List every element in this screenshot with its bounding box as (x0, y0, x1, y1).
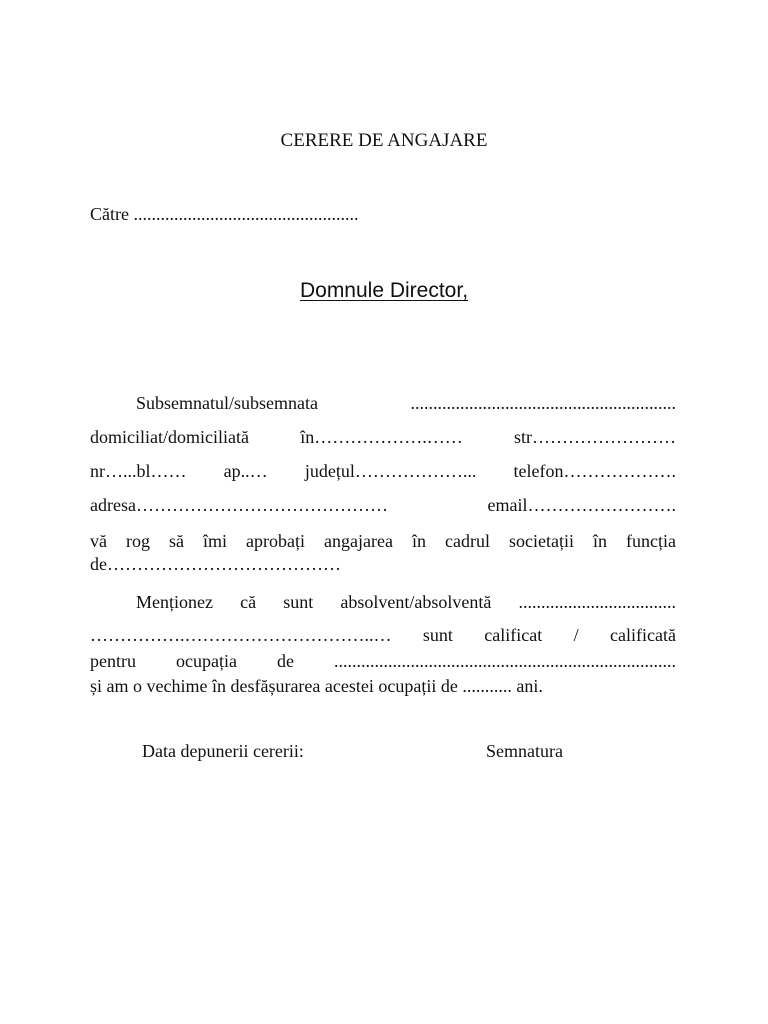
salutation (0, 278, 768, 304)
signature-label: Semnatura (486, 741, 563, 761)
name-line: Subsemnatul/subsemnata ........................................................... (136, 393, 676, 413)
address-details-line: nr…...bl…… ap..… județul………………... telefon………………. (90, 461, 676, 481)
position-line: de………………………………… (90, 554, 341, 574)
occupation-line: pentru ocupația de ............................................................................ (90, 651, 676, 671)
document-title: CERERE DE ANGAJARE (280, 130, 488, 151)
residence-line: domiciliat/domiciliată în……………….…… str…………………… (90, 427, 676, 447)
submission-date-label: Data depunerii cererii: (142, 741, 304, 761)
request-line: vă rog să îmi aprobați angajarea în cadrul societații în funcția (90, 531, 676, 551)
address-email-line: adresa…………………………………… email……………………. (90, 495, 676, 515)
qualification-line: …………….…………………………..… sunt calificat / calificată (90, 625, 676, 645)
addressee-line: Către .................................................. (90, 204, 359, 224)
salutation-text: Domnule Director, (299, 279, 469, 302)
experience-line: și am o vechime în desfășurarea acestei ocupații de ........... ani. (90, 676, 543, 696)
graduation-line: Menționez că sunt absolvent/absolventă ................................... (136, 592, 676, 612)
